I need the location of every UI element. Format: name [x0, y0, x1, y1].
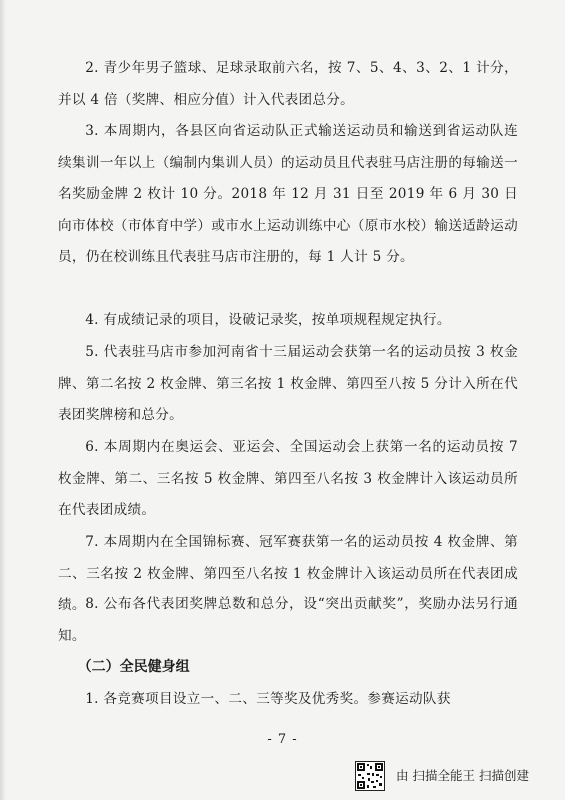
qr-code-icon: [355, 761, 385, 791]
scanner-watermark: 由 扫描全能王 扫描创建: [396, 768, 529, 783]
paragraph-3: 3. 本周期内，各县区向省运动队正式输送运动员和输送到省运动队连续集训一年以上（编制内集训人员）的运动员且代表驻马店注册的每输送一名奖励金牌 2 枚计 10 分。2018 年 12 月 31 日至 2019 年 6 月 30 日向市体校（市体育中学）或市水上运动训练中心（原市水校）输送适龄运动员，仍在校训练且代表驻马店市注册的，每 1 人计 5 分。: [58, 123, 518, 266]
page-number: - 7 -: [267, 732, 298, 747]
paragraph-4: 4. 有成绩记录的项目，设破记录奖，按单项规程规定执行。: [85, 312, 451, 328]
paragraph-5: 5. 代表驻马店市参加河南省十三届运动会获第一名的运动员按 3 枚金牌、第二名按 2 枚金牌、第三名按 1 枚金牌、第四至八按 5 分计入所在代表团奖牌榜和总分。: [58, 344, 518, 424]
paragraph-8: 8. 公布各代表团奖牌总数和总分，设“突出贡献奖”，奖励办法另行通知。: [58, 596, 518, 644]
paragraph-7: 7. 本周期内在全国锦标赛、冠军赛获第一名的运动员按 4 枚金牌、第二、三名按 2 枚金牌、第四至八名按 1 枚金牌计入该运动员所在代表团成绩。: [58, 534, 518, 614]
paragraph-2: 2. 青少年男子篮球、足球录取前六名，按 7、5、4、3、2、1 计分，并以 4 倍（奖牌、相应分值）计入代表团总分。: [58, 60, 518, 108]
paragraph-last: 1. 各竞赛项目设立一、二、三等奖及优秀奖。参赛运动队获: [85, 691, 451, 707]
paragraph-6: 6. 本周期内在奥运会、亚运会、全国运动会上获第一名的运动员按 7 枚金牌、第二、三名按 5 枚金牌、第四至八名按 3 枚金牌计入该运动员所在代表团成绩。: [58, 439, 518, 519]
scan-edge-shadow: [0, 0, 6, 800]
section-heading: （二）全民健身组: [77, 659, 190, 675]
